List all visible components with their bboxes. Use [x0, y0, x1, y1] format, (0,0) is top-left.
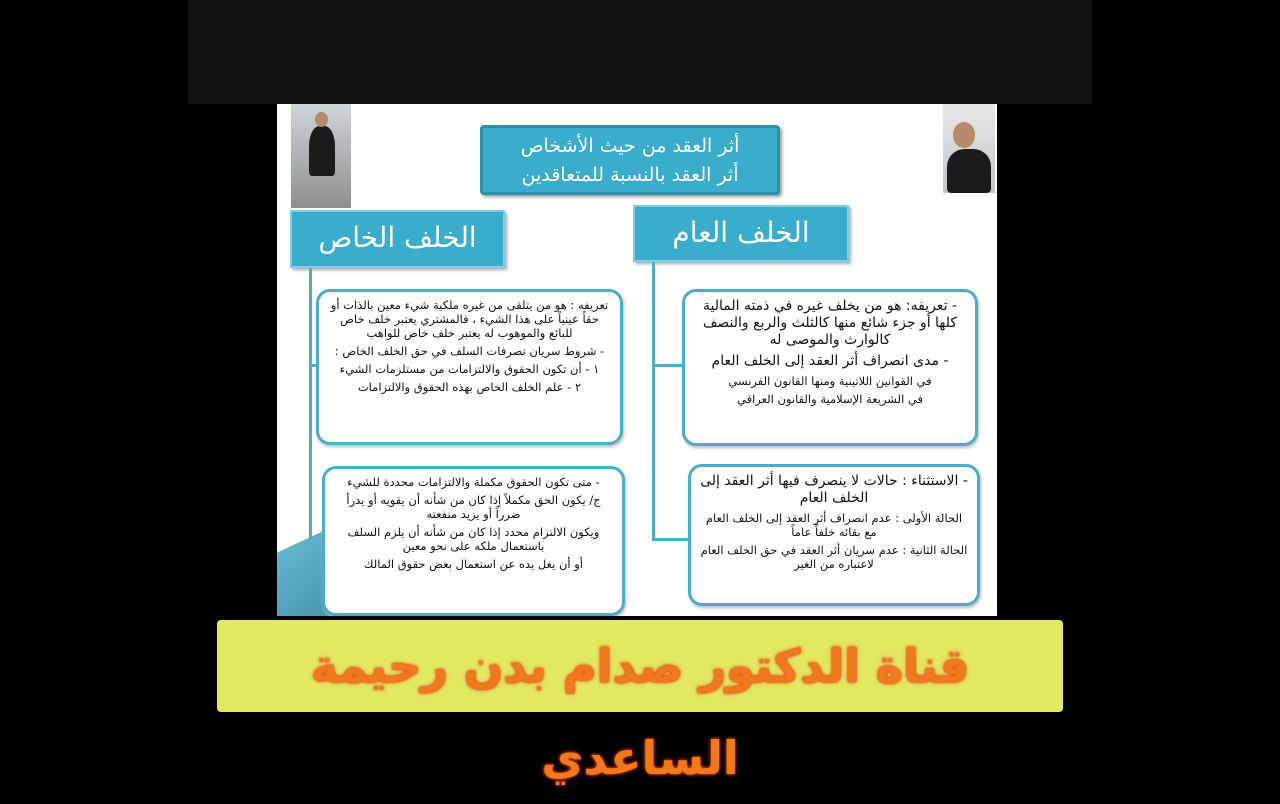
text: الحالة الأولى : عدم انصراف أثر العقد إلى الخلف العام مع بقائه خلفاً عاماً [705, 511, 963, 539]
text: - مدى انصراف أثر العقد إلى الخلف العام [711, 353, 949, 369]
text: ويكون الالتزام محدد إذا كان من شأنه أن يلزم السلف باستعمال ملكه على نحو معين [347, 525, 600, 553]
text: ج/ يكون الحق مكملاً إذا كان من شأنه أن يقويه أو يدرأ ضرراً أو يزيد منفعته [346, 493, 601, 521]
text: تعريفه : هو من يتلقى من غيره ملكية شيء معين بالذات أو حقاً عينياً على هذا الشيء ، فالمشتري يعتبر خلف خاص للبائع والموهوب له يعتبر خلف خاص للواهب [330, 298, 609, 340]
connector [652, 538, 688, 541]
general-definition-box [682, 289, 978, 446]
text: - شروط سريان تصرفات السلف في حق الخلف الخاص : [334, 344, 605, 358]
special-successor-heading: الخلف الخاص [290, 210, 505, 268]
text: في القوانين اللاتينية ومنها القانون الفرنسي [728, 374, 932, 388]
connector [652, 262, 655, 540]
general-successor-heading: الخلف العام [633, 205, 849, 262]
connector [309, 268, 312, 540]
presenter-photo-left [291, 104, 351, 208]
connector [652, 364, 682, 367]
text: - متى تكون الحقوق مكملة والالتزامات محددة للشيء [347, 475, 600, 489]
title-line-2: أثر العقد بالنسبة للمتعاقدين [521, 164, 739, 186]
presenter-photo-right [943, 104, 995, 193]
special-definition-box [316, 289, 623, 445]
text: ٢ - علم الخلف الخاص بهذه الحقوق والالتزامات [357, 380, 582, 394]
slide-title [480, 125, 780, 195]
video-top-bar [188, 0, 1092, 104]
text: ١ - أن تكون الحقوق والالتزامات من مستلزمات الشيء [339, 362, 600, 376]
text: الحالة الثانية : عدم سريان أثر العقد في حق الخلف العام لاعتباره من الغير [700, 543, 968, 571]
title-line-1: أثر العقد من حيث الأشخاص [520, 135, 740, 157]
text: أو أن يغل يده عن استعمال بعض حقوق المالك [364, 557, 583, 571]
text: - الاستثناء : حالات لا ينصرف فيها أثر العقد إلى الخلف العام [700, 473, 968, 506]
channel-name: قناة الدكتور صدام بدن رحيمة الساعدي [310, 639, 970, 785]
special-rights-box [322, 466, 625, 616]
channel-banner [217, 620, 1063, 785]
slide [277, 104, 997, 616]
text: في الشريعة الإسلامية والقانون العراقي [737, 392, 923, 406]
general-exception-box [688, 464, 980, 606]
text: - تعريفه: هو من يخلف غيره في ذمته المالية كلها أو جزء شائع منها كالثلث والربع والنصف كالوارث والموصى له [702, 298, 958, 348]
